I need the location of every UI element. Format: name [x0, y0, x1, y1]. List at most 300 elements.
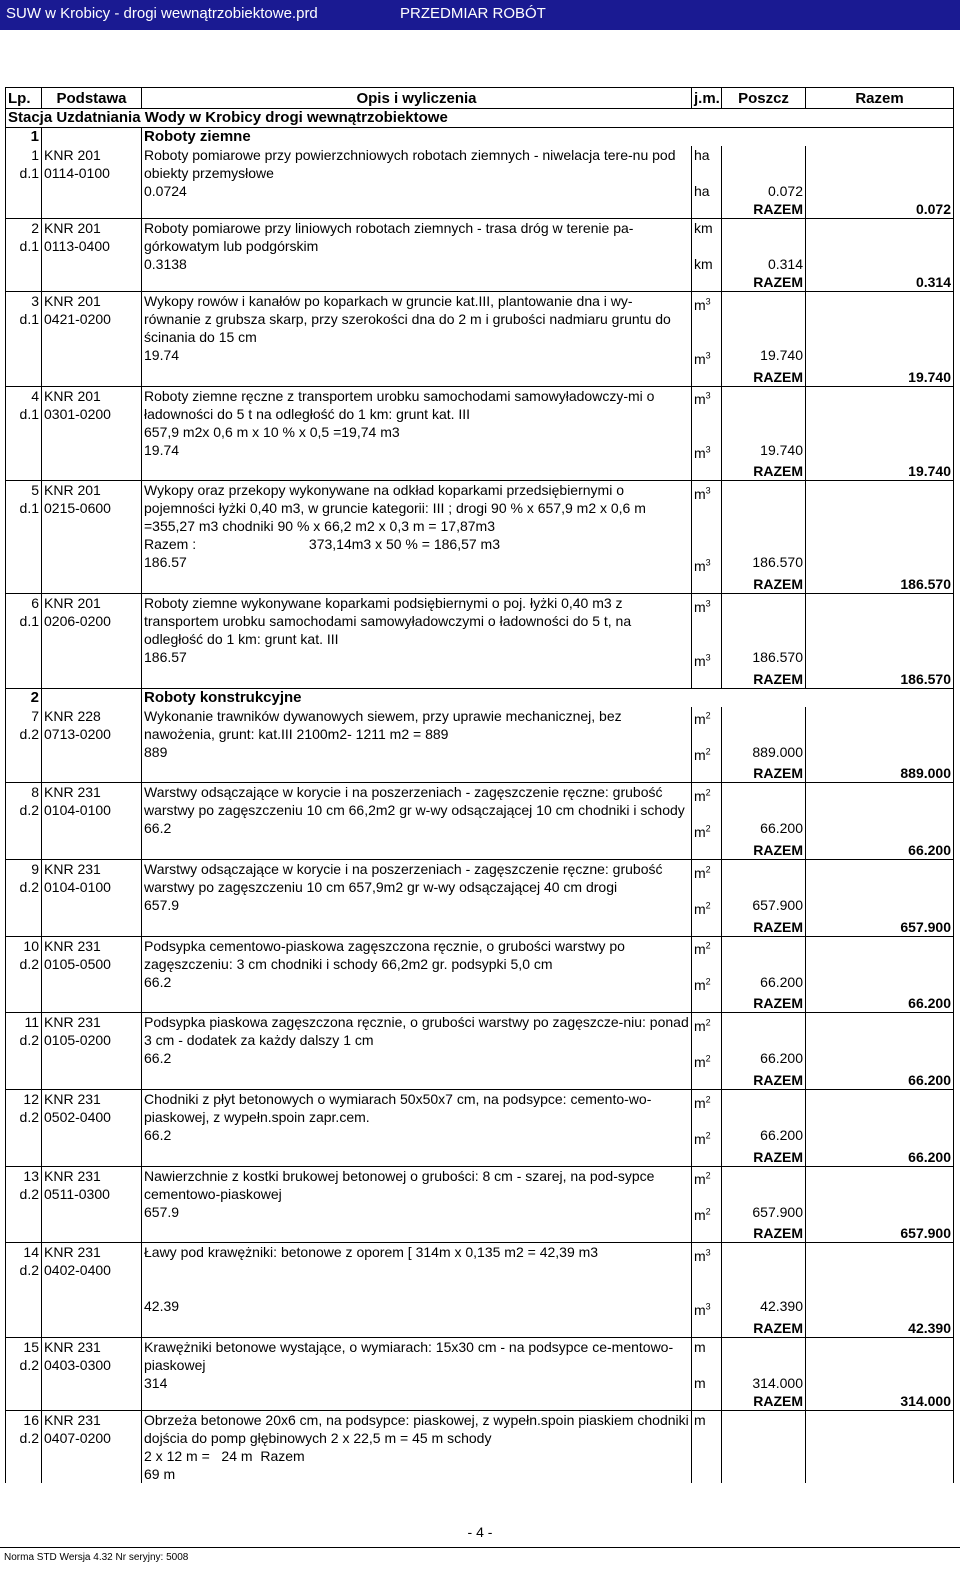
razem-lp-empty — [6, 1148, 42, 1167]
qty-razem-empty — [806, 441, 954, 463]
item-row — [6, 707, 954, 743]
item-lp-section: d.1 — [19, 612, 39, 629]
razem-value: 0.314 — [806, 273, 954, 292]
razem-basis-empty — [42, 1071, 142, 1090]
qty-razem-empty — [806, 1049, 954, 1071]
item-row — [6, 936, 954, 973]
item-description: Wykopy rowów i kanałów po koparkach w gruncie kat.III, plantowanie dna i wy-równanie z grubsza skarp, przy szerokości dna do 2 m i grubości nadmiaru gruntu do ścinania do 15 cm — [142, 292, 692, 347]
razem-basis-empty — [42, 1319, 142, 1338]
item-basis-catalog: KNR 201 — [44, 482, 101, 499]
col-opis: Opis i wyliczenia — [142, 88, 692, 109]
item-lp — [6, 386, 42, 423]
razem-lp-empty — [6, 368, 42, 387]
razem-desc-empty — [142, 200, 692, 219]
quantity-unit — [692, 1126, 722, 1148]
razem-lp-empty — [6, 1224, 42, 1243]
item-basis-catalog: KNR 231 — [44, 1244, 101, 1261]
item-basis-catalog: KNR 231 — [44, 1167, 101, 1184]
item-description: Obrzeża betonowe 20x6 cm, na podsypce: piaskowej, z wypełn.spoin piaskiem chodniki dojścia do pomp głębinowych 2 x 22,5 m = 45 m schody — [142, 1410, 692, 1447]
item-unit-text: $m^3$ — [694, 485, 711, 502]
item-razem-empty — [806, 386, 954, 423]
qty-lp-empty — [6, 896, 42, 918]
quantity-unit — [692, 553, 722, 575]
item-lp — [6, 783, 42, 820]
item-unit-text: m — [694, 1338, 706, 1355]
software-version: Norma STD Wersja 4.32 Nr seryjny: 5008 — [4, 1552, 189, 1563]
item-unit-text: $m^2$ — [694, 787, 711, 804]
item-basis — [42, 1410, 142, 1447]
quantity-value: 66.200 — [722, 1049, 806, 1071]
razem-unit-empty — [692, 273, 722, 292]
razem-label: RAZEM — [722, 670, 806, 689]
item-lp — [6, 292, 42, 347]
razem-value: 66.200 — [806, 994, 954, 1013]
item-lp-section: d.2 — [19, 1262, 39, 1279]
razem-unit-empty — [692, 1148, 722, 1167]
item-basis — [42, 1243, 142, 1280]
razem-basis-empty — [42, 575, 142, 594]
razem-basis-empty — [42, 200, 142, 219]
item-basis — [42, 593, 142, 648]
razem-unit-empty — [692, 1224, 722, 1243]
qty-basis-empty — [42, 973, 142, 995]
item-lp-number: 3 — [31, 293, 39, 309]
calc-unit-empty — [692, 423, 722, 441]
qty-razem-empty — [806, 255, 954, 273]
item-basis-code: 0511-0300 — [44, 1185, 110, 1202]
quantity-value: 19.740 — [722, 441, 806, 463]
item-basis-catalog: KNR 231 — [44, 1338, 101, 1355]
item-lp-section: d.2 — [19, 725, 39, 742]
quantity-row — [6, 182, 954, 200]
qty-basis-empty — [42, 1297, 142, 1319]
item-unit — [692, 146, 722, 182]
item-lp-section: d.2 — [19, 1185, 39, 1202]
calc-unit-empty — [692, 1465, 722, 1483]
item-lp — [6, 219, 42, 256]
item-lp-number: 15 — [23, 1338, 39, 1355]
razem-row — [6, 841, 954, 860]
quantity-unit — [692, 896, 722, 918]
quantity-value: 889.000 — [722, 743, 806, 765]
razem-label: RAZEM — [722, 200, 806, 219]
calc-expression: 2 x 12 m = 24 m Razem — [142, 1447, 692, 1465]
razem-desc-empty — [142, 841, 692, 860]
calc-expression: 69 m — [142, 1465, 692, 1483]
calc-basis-empty — [42, 535, 142, 553]
quantity-expression: 66.2 — [142, 973, 692, 995]
razem-desc-empty — [142, 368, 692, 387]
item-description: Roboty ziemne wykonywane koparkami podsiębiernymi o poj. łyżki 0,40 m3 z transportem urobku samochodami samowyładowczymi o ładowności do 5 t, na odległość do 1 km: grunt kat. III — [142, 593, 692, 648]
item-poszcz-empty — [722, 1243, 806, 1280]
calc-lp-empty — [6, 1465, 42, 1483]
item-basis-catalog: KNR 201 — [44, 147, 101, 163]
razem-label: RAZEM — [722, 764, 806, 783]
item-unit — [692, 859, 722, 896]
item-row — [6, 386, 954, 423]
quantity-value: 42.390 — [722, 1297, 806, 1319]
item-unit — [692, 1166, 722, 1203]
quantity-unit-text: $m^3$ — [694, 1301, 711, 1318]
item-description: Nawierzchnie z kostki brukowej betonowej o grubości: 8 cm - szarej, na pod-sypce cementowo-piaskowej — [142, 1166, 692, 1203]
razem-lp-empty — [6, 462, 42, 481]
item-basis-code: 0105-0500 — [44, 955, 111, 972]
qty-basis-empty — [42, 182, 142, 200]
qty-lp-empty — [6, 648, 42, 670]
qty-lp-empty — [6, 346, 42, 368]
col-lp: Lp. — [6, 88, 42, 109]
calc-lp-empty — [6, 1279, 42, 1297]
qty-lp-empty — [6, 182, 42, 200]
item-unit — [692, 1013, 722, 1050]
item-description: Warstwy odsączające w korycie i na poszerzeniach - zagęszczenie ręczne: grubość warstwy po zagęszczeniu 10 cm 66,2m2 gr w-wy odsączającej 10 cm chodniki i schody — [142, 783, 692, 820]
razem-basis-empty — [42, 1224, 142, 1243]
item-lp-section: d.1 — [19, 405, 39, 422]
qty-razem-empty — [806, 1297, 954, 1319]
razem-value: 19.740 — [806, 462, 954, 481]
qty-lp-empty — [6, 255, 42, 273]
qty-lp-empty — [6, 1126, 42, 1148]
item-description: Warstwy odsączające w korycie i na poszerzeniach - zagęszczenie ręczne: grubość warstwy po zagęszczeniu 10 cm 657,9m2 gr w-wy odsączającej 40 cm drogi — [142, 859, 692, 896]
qty-razem-empty — [806, 819, 954, 841]
razem-value: 889.000 — [806, 764, 954, 783]
item-lp-section: d.2 — [19, 802, 39, 819]
qty-razem-empty — [806, 648, 954, 670]
razem-basis-empty — [42, 918, 142, 937]
quantity-unit — [692, 255, 722, 273]
quantity-expression: 66.2 — [142, 1126, 692, 1148]
razem-row — [6, 918, 954, 937]
item-lp-section: d.1 — [19, 311, 39, 327]
item-basis-code: 0215-0600 — [44, 500, 111, 517]
quantity-unit-text: $m^2$ — [694, 1053, 711, 1070]
item-lp-section: d.1 — [19, 238, 39, 254]
calc-unit-empty — [692, 535, 722, 553]
item-row — [6, 783, 954, 820]
razem-lp-empty — [6, 764, 42, 783]
razem-desc-empty — [142, 1071, 692, 1090]
section-row — [6, 688, 954, 707]
item-row — [6, 1013, 954, 1050]
item-basis — [42, 1013, 142, 1050]
quantity-row — [6, 1126, 954, 1148]
item-description: Roboty pomiarowe przy powierzchniowych robotach ziemnych - niwelacja tere-nu pod obiekty przemysłowe — [142, 146, 692, 182]
quantity-unit — [692, 1049, 722, 1071]
razem-desc-empty — [142, 575, 692, 594]
item-unit-text: km — [694, 220, 713, 236]
item-lp-number: 10 — [23, 937, 39, 954]
qty-basis-empty — [42, 1126, 142, 1148]
razem-label: RAZEM — [722, 273, 806, 292]
item-unit-text: $m^2$ — [694, 710, 711, 728]
col-razem: Razem — [806, 88, 954, 109]
razem-label: RAZEM — [722, 368, 806, 387]
qty-razem-empty — [806, 973, 954, 995]
calc-row — [6, 535, 954, 553]
item-lp-number: 4 — [31, 387, 39, 404]
razem-row — [6, 273, 954, 292]
item-razem-empty — [806, 146, 954, 182]
item-lp-section: d.2 — [19, 955, 39, 972]
item-razem-empty — [806, 707, 954, 743]
calc-basis-empty — [42, 1279, 142, 1297]
quantity-row — [6, 648, 954, 670]
item-basis-catalog: KNR 201 — [44, 594, 101, 611]
item-lp-number: 14 — [23, 1244, 39, 1261]
item-unit — [692, 1337, 722, 1374]
item-poszcz-empty — [722, 1337, 806, 1374]
calc-lp-empty — [6, 1447, 42, 1465]
calc-unit-empty — [692, 1447, 722, 1465]
razem-desc-empty — [142, 918, 692, 937]
item-description: Roboty pomiarowe przy liniowych robotach ziemnych - trasa dróg w terenie pa-górkowatym lub podgórskim — [142, 219, 692, 256]
calc-row — [6, 1447, 954, 1465]
razem-label: RAZEM — [722, 1224, 806, 1243]
razem-unit-empty — [692, 994, 722, 1013]
item-poszcz-empty — [722, 146, 806, 182]
quantity-unit-text: $m^2$ — [694, 1206, 711, 1224]
item-basis-code: 0502-0400 — [44, 1108, 111, 1125]
item-lp — [6, 146, 42, 182]
razem-label: RAZEM — [722, 918, 806, 937]
quantity-unit-text: $m^3$ — [694, 557, 711, 574]
item-lp-number: 7 — [31, 707, 39, 724]
qty-lp-empty — [6, 1203, 42, 1225]
quantity-row — [6, 553, 954, 575]
razem-lp-empty — [6, 1319, 42, 1338]
razem-basis-empty — [42, 841, 142, 860]
item-razem-empty — [806, 593, 954, 648]
qty-lp-empty — [6, 441, 42, 463]
item-lp — [6, 707, 42, 743]
col-podstawa: Podstawa — [42, 88, 142, 109]
section-spacer — [42, 128, 142, 147]
razem-value: 657.900 — [806, 1224, 954, 1243]
quantity-row — [6, 1049, 954, 1071]
calc-row — [6, 423, 954, 441]
quantity-expression: 657.9 — [142, 1203, 692, 1225]
razem-row — [6, 1071, 954, 1090]
calc-basis-empty — [42, 423, 142, 441]
razem-label: RAZEM — [722, 1392, 806, 1411]
item-poszcz-empty — [722, 707, 806, 743]
item-description: Ławy pod krawężniki: betonowe z oporem [ 314m x 0,135 m2 = 42,39 m3 — [142, 1243, 692, 1280]
item-poszcz-empty — [722, 859, 806, 896]
item-lp — [6, 1410, 42, 1447]
item-row — [6, 292, 954, 347]
quantity-value: 66.200 — [722, 819, 806, 841]
item-basis-catalog: KNR 201 — [44, 220, 101, 236]
item-lp-section: d.2 — [19, 1032, 39, 1049]
item-razem-empty — [806, 481, 954, 536]
calc-razem-empty — [806, 423, 954, 441]
item-basis — [42, 1337, 142, 1374]
footer-divider — [0, 1547, 960, 1548]
razem-value: 66.200 — [806, 1148, 954, 1167]
qty-lp-empty — [6, 1297, 42, 1319]
razem-row — [6, 1224, 954, 1243]
section-name: Roboty konstrukcyjne — [142, 688, 954, 707]
razem-basis-empty — [42, 1392, 142, 1411]
item-lp — [6, 859, 42, 896]
item-unit — [692, 292, 722, 347]
item-unit-text: $m^2$ — [694, 1017, 711, 1034]
qty-basis-empty — [42, 743, 142, 765]
razem-row — [6, 368, 954, 387]
item-row — [6, 1243, 954, 1280]
item-basis-catalog: KNR 201 — [44, 293, 101, 309]
item-basis — [42, 936, 142, 973]
item-unit — [692, 481, 722, 536]
razem-lp-empty — [6, 670, 42, 689]
item-description: Wykopy oraz przekopy wykonywane na odkład koparkami przedsiębiernymi o pojemności łyżki 0,40 m3, w gruncie kategorii: III ; drogi 90 % x 657,9 m2 x 0,6 m =355,27 m3 chodniki 90 % x 66,2 m2 x 0,3 m = 17,87m3 — [142, 481, 692, 536]
razem-desc-empty — [142, 1319, 692, 1338]
item-unit — [692, 783, 722, 820]
item-unit-text: $m^3$ — [694, 1247, 711, 1264]
razem-value: 66.200 — [806, 1071, 954, 1090]
item-unit-text: $m^3$ — [694, 296, 711, 313]
calc-row — [6, 1279, 954, 1297]
quantity-unit-text: $m^2$ — [694, 1129, 711, 1147]
quantity-value: 657.900 — [722, 1203, 806, 1225]
quantity-value: 657.900 — [722, 896, 806, 918]
quantity-row — [6, 1203, 954, 1225]
quantity-unit-text: ha — [694, 183, 710, 199]
col-poszcz: Poszcz — [722, 88, 806, 109]
item-row — [6, 219, 954, 256]
item-lp-number: 6 — [31, 594, 39, 611]
quantity-value: 186.570 — [722, 553, 806, 575]
qty-razem-empty — [806, 1126, 954, 1148]
razem-unit-empty — [692, 1319, 722, 1338]
quantity-expression: 66.2 — [142, 819, 692, 841]
calc-expression — [142, 1279, 692, 1297]
item-basis-code: 0713-0200 — [44, 725, 111, 742]
calc-poszcz-empty — [722, 535, 806, 553]
item-lp — [6, 936, 42, 973]
quantity-expression: 0.3138 — [142, 255, 692, 273]
razem-unit-empty — [692, 670, 722, 689]
quantity-value: 0.314 — [722, 255, 806, 273]
item-razem-empty — [806, 1243, 954, 1280]
quantity-value: 314.000 — [722, 1374, 806, 1392]
item-lp-number: 13 — [23, 1167, 39, 1184]
razem-row — [6, 1392, 954, 1411]
item-basis — [42, 1089, 142, 1126]
item-unit-text: m — [694, 1411, 706, 1428]
item-unit-text: $m^3$ — [694, 390, 711, 408]
quantity-unit-text: m — [694, 1374, 706, 1391]
item-lp-section: d.2 — [19, 1108, 39, 1125]
section-spacer — [42, 688, 142, 707]
qty-lp-empty — [6, 819, 42, 841]
razem-lp-empty — [6, 918, 42, 937]
quantity-unit-text: $m^2$ — [694, 823, 711, 840]
razem-row — [6, 200, 954, 219]
razem-label: RAZEM — [722, 1071, 806, 1090]
item-basis-code: 0113-0400 — [44, 238, 110, 254]
razem-lp-empty — [6, 841, 42, 860]
qty-razem-empty — [806, 1374, 954, 1392]
item-lp — [6, 481, 42, 536]
quantity-expression: 186.57 — [142, 553, 692, 575]
qty-lp-empty — [6, 553, 42, 575]
calc-row — [6, 1465, 954, 1483]
razem-row — [6, 1148, 954, 1167]
item-lp-section: d.1 — [19, 500, 39, 517]
razem-unit-empty — [692, 841, 722, 860]
quantity-expression: 186.57 — [142, 648, 692, 670]
razem-lp-empty — [6, 200, 42, 219]
quantity-unit-text: km — [694, 256, 713, 272]
item-description: Wykonanie trawników dywanowych siewem, przy uprawie mechanicznej, bez nawożenia, grunt: kat.III 2100m2- 1211 m2 = 889 — [142, 707, 692, 743]
qty-razem-empty — [806, 346, 954, 368]
quantity-value: 19.740 — [722, 346, 806, 368]
item-basis — [42, 292, 142, 347]
qty-lp-empty — [6, 1049, 42, 1071]
item-row — [6, 1166, 954, 1203]
item-razem-empty — [806, 292, 954, 347]
calc-poszcz-empty — [722, 1465, 806, 1483]
quantity-unit — [692, 346, 722, 368]
item-lp-number: 11 — [24, 1014, 39, 1031]
item-unit-text: $m^2$ — [694, 1170, 711, 1188]
item-basis-code: 0105-0200 — [44, 1032, 111, 1049]
project-title: Stacja Uzdatniania Wody w Krobicy drogi wewnątrzobiektowe — [6, 109, 954, 128]
razem-desc-empty — [142, 670, 692, 689]
item-razem-empty — [806, 1166, 954, 1203]
razem-desc-empty — [142, 1148, 692, 1167]
razem-desc-empty — [142, 1392, 692, 1411]
razem-unit-empty — [692, 1071, 722, 1090]
calc-expression: 657,9 m2x 0,6 m x 10 % x 0,5 =19,74 m3 — [142, 423, 692, 441]
quantity-unit-text: $m^3$ — [694, 444, 711, 462]
razem-row — [6, 670, 954, 689]
qty-razem-empty — [806, 553, 954, 575]
razem-unit-empty — [692, 368, 722, 387]
qty-basis-empty — [42, 819, 142, 841]
razem-row — [6, 764, 954, 783]
quantity-expression: 19.74 — [142, 441, 692, 463]
quantity-unit — [692, 1203, 722, 1225]
razem-value: 66.200 — [806, 841, 954, 860]
quantity-expression: 657.9 — [142, 896, 692, 918]
qty-basis-empty — [42, 553, 142, 575]
quantity-value: 186.570 — [722, 648, 806, 670]
item-unit-text: $m^2$ — [694, 1093, 711, 1111]
item-basis-code: 0114-0100 — [44, 165, 110, 181]
razem-lp-empty — [6, 994, 42, 1013]
calc-razem-empty — [806, 1447, 954, 1465]
quantity-row — [6, 255, 954, 273]
item-unit — [692, 1089, 722, 1126]
quantity-row — [6, 346, 954, 368]
item-poszcz-empty — [722, 1089, 806, 1126]
item-lp-number: 2 — [31, 220, 39, 236]
item-basis-catalog: KNR 231 — [44, 784, 101, 801]
item-basis-code: 0104-0100 — [44, 878, 111, 895]
item-poszcz-empty — [722, 1410, 806, 1447]
item-lp-section: d.2 — [19, 1429, 39, 1446]
quantity-row — [6, 819, 954, 841]
razem-lp-empty — [6, 1392, 42, 1411]
item-poszcz-empty — [722, 219, 806, 256]
calc-razem-empty — [806, 1465, 954, 1483]
item-razem-empty — [806, 1410, 954, 1447]
quantity-expression: 19.74 — [142, 346, 692, 368]
item-basis — [42, 783, 142, 820]
item-row — [6, 593, 954, 648]
